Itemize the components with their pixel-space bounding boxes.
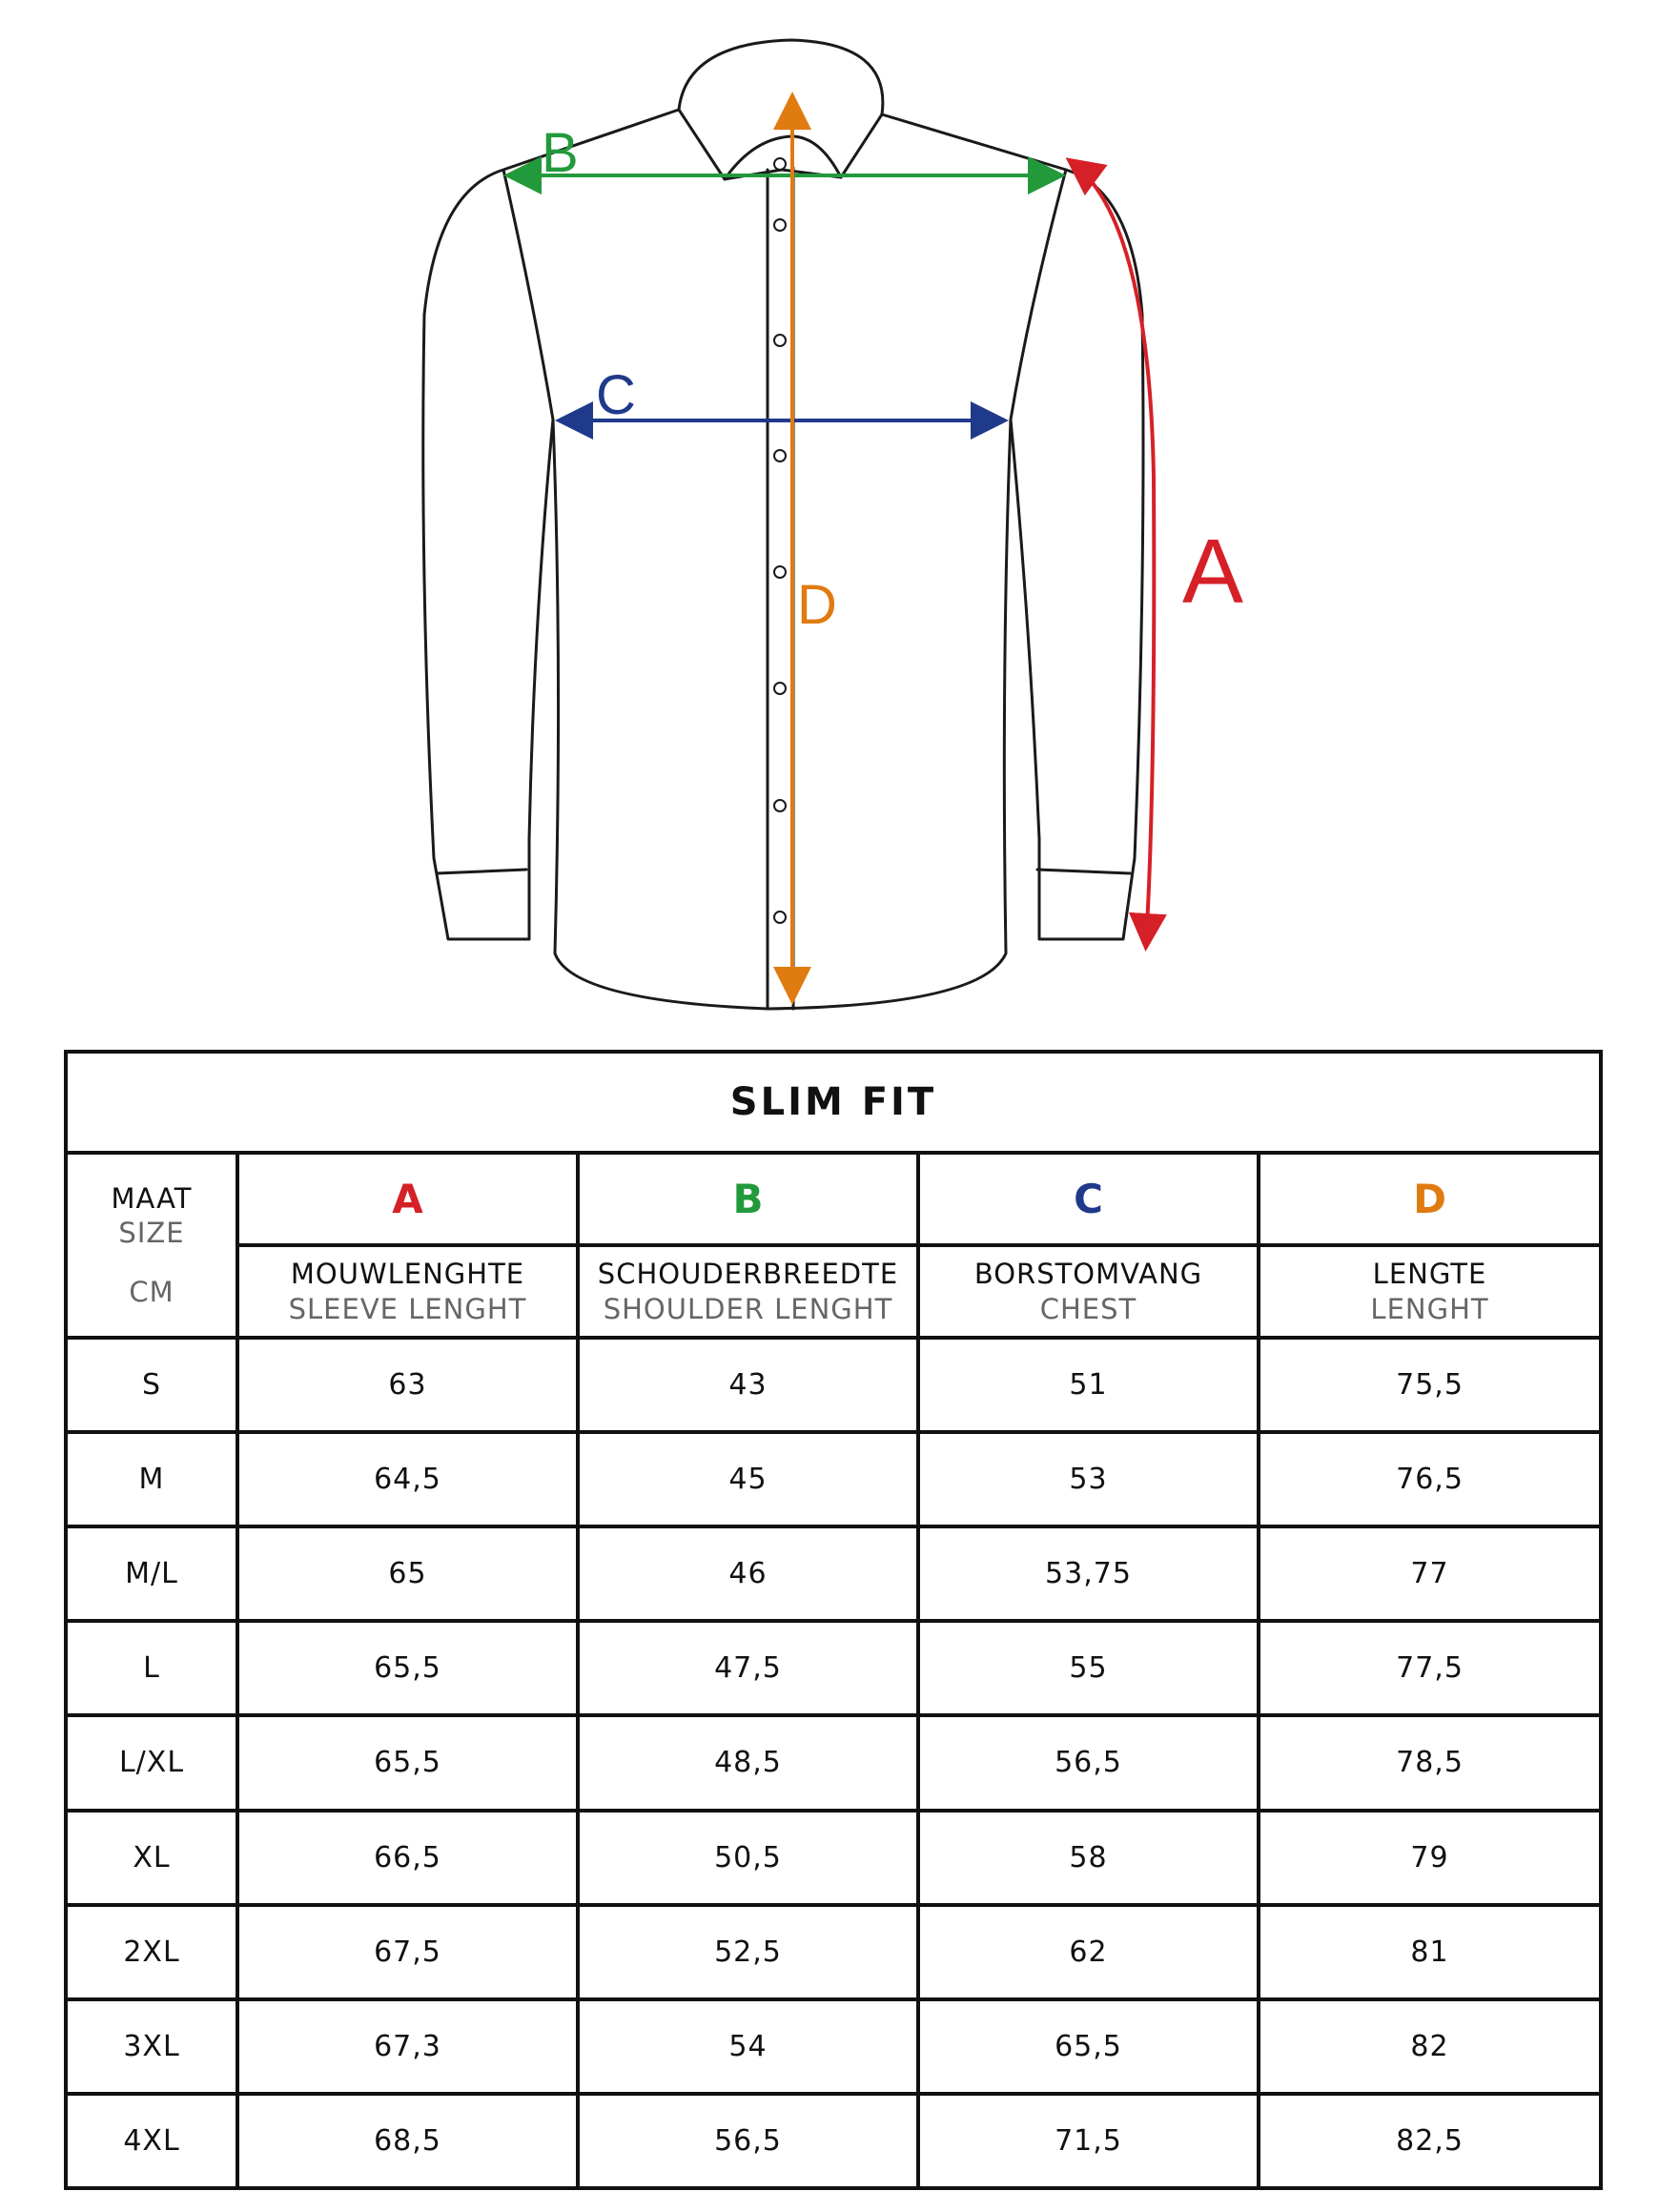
value-cell: 81 [1259, 1905, 1601, 1999]
value-cell: 51 [918, 1338, 1259, 1432]
column-desc-c [918, 1245, 1259, 1338]
button [774, 450, 786, 461]
table-row [66, 1905, 1601, 1999]
body-right [882, 114, 1143, 939]
table-body [66, 1338, 1601, 2188]
table-row [66, 1338, 1601, 1432]
size-cell: L/XL [66, 1715, 237, 1810]
button [774, 800, 786, 811]
placket [768, 168, 793, 1009]
value-cell: 82,5 [1259, 2094, 1601, 2188]
buttons [774, 158, 786, 923]
value-cell: 50,5 [578, 1811, 918, 1905]
value-cell: 78,5 [1259, 1715, 1601, 1810]
value-cell: 53 [918, 1432, 1259, 1526]
value-cell: 54 [578, 1999, 918, 2094]
value-cell: 68,5 [237, 2094, 578, 2188]
value-cell: 48,5 [578, 1715, 918, 1810]
size-header-unit: CM [129, 1276, 174, 1308]
size-cell: S [66, 1338, 237, 1432]
column-desc-en: SHOULDER LENGHT [603, 1292, 893, 1325]
label-c: C [596, 364, 636, 426]
size-header-en: SIZE [118, 1217, 185, 1249]
value-cell: 53,75 [918, 1526, 1259, 1621]
value-cell: 64,5 [237, 1432, 578, 1526]
value-cell: 71,5 [918, 2094, 1259, 2188]
button [774, 335, 786, 346]
button [774, 566, 786, 578]
column-desc-d [1259, 1245, 1601, 1338]
column-desc-nl: SCHOUDERBREEDTE [597, 1257, 899, 1290]
value-cell: 52,5 [578, 1905, 918, 1999]
value-cell: 46 [578, 1526, 918, 1621]
size-cell: 3XL [66, 1999, 237, 2094]
size-cell: M [66, 1432, 237, 1526]
column-desc-en: LENGHT [1370, 1292, 1489, 1325]
value-cell: 55 [918, 1621, 1259, 1715]
value-cell: 82 [1259, 1999, 1601, 2094]
label-b: B [542, 122, 579, 184]
column-desc-en: SLEEVE LENGHT [288, 1292, 527, 1325]
value-cell: 76,5 [1259, 1432, 1601, 1526]
right-cuff [1037, 870, 1130, 873]
size-cell: M/L [66, 1526, 237, 1621]
size-cell: XL [66, 1811, 237, 1905]
value-cell: 65,5 [237, 1621, 578, 1715]
value-cell: 79 [1259, 1811, 1601, 1905]
column-desc-b [578, 1245, 918, 1338]
value-cell: 63 [237, 1338, 578, 1432]
button [774, 219, 786, 231]
shirt-outline [423, 40, 1143, 1009]
value-cell: 43 [578, 1338, 918, 1432]
value-cell: 65,5 [918, 1999, 1259, 2094]
table-row [66, 1811, 1601, 1905]
size-table [64, 1050, 1603, 2190]
column-letter-d: D [1259, 1153, 1601, 1245]
left-cuff [437, 870, 526, 873]
table-row [66, 1526, 1601, 1621]
size-header [66, 1153, 237, 1338]
table-row [66, 1432, 1601, 1526]
value-cell: 77,5 [1259, 1621, 1601, 1715]
value-cell: 65,5 [237, 1715, 578, 1810]
value-cell: 67,3 [237, 1999, 578, 2094]
value-cell: 56,5 [578, 2094, 918, 2188]
size-cell: 4XL [66, 2094, 237, 2188]
column-letter-c: C [918, 1153, 1259, 1245]
value-cell: 67,5 [237, 1905, 578, 1999]
value-cell: 62 [918, 1905, 1259, 1999]
column-desc-en: CHEST [1039, 1292, 1137, 1325]
label-d: D [797, 574, 837, 636]
table-row [66, 1999, 1601, 2094]
column-letter-a: A [237, 1153, 578, 1245]
value-cell: 58 [918, 1811, 1259, 1905]
size-cell: 2XL [66, 1905, 237, 1999]
value-cell: 56,5 [918, 1715, 1259, 1810]
button [774, 683, 786, 694]
value-cell: 66,5 [237, 1811, 578, 1905]
column-letter-b: B [578, 1153, 918, 1245]
table-title: SLIM FIT [66, 1052, 1601, 1153]
value-cell: 45 [578, 1432, 918, 1526]
size-header-nl: MAAT [111, 1182, 193, 1215]
shirt-diagram [0, 0, 1659, 1039]
button [774, 158, 786, 170]
button [774, 911, 786, 923]
table-row [66, 2094, 1601, 2188]
value-cell: 65 [237, 1526, 578, 1621]
column-desc-nl: MOUWLENGHTE [290, 1257, 525, 1290]
table-row [66, 1621, 1601, 1715]
column-desc-nl: BORSTOMVANG [973, 1257, 1203, 1290]
table-row [66, 1715, 1601, 1810]
column-desc-nl: LENGTE [1372, 1257, 1487, 1290]
collar-band [725, 136, 841, 179]
label-a: A [1182, 521, 1244, 623]
size-cell: L [66, 1621, 237, 1715]
body-left [423, 110, 679, 939]
value-cell: 77 [1259, 1526, 1601, 1621]
value-cell: 75,5 [1259, 1338, 1601, 1432]
value-cell: 47,5 [578, 1621, 918, 1715]
column-desc-a [237, 1245, 578, 1338]
